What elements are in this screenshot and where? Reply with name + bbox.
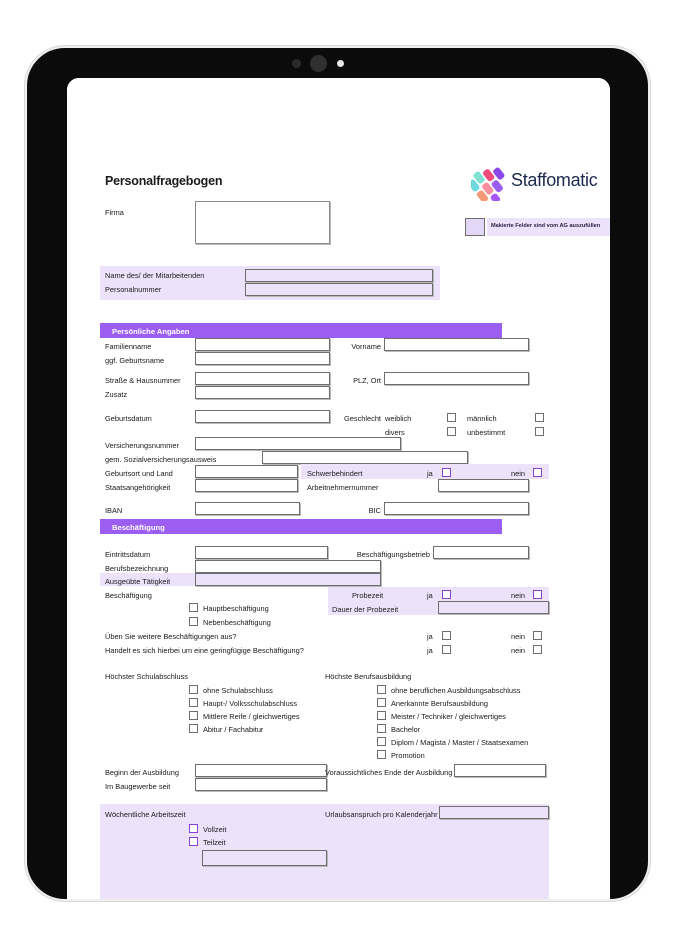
arbeitszeit-stunden-input[interactable] — [202, 850, 327, 866]
ausgeuebte-taetigkeit-label: Ausgeübte Tätigkeit — [105, 577, 171, 586]
berufsausbildung-option-2-label: Meister / Techniker / gleichwertiges — [391, 712, 506, 721]
beginn-ausbildung-label: Beginn der Ausbildung — [105, 768, 179, 777]
geringfuegige-beschaeftigung-question: Handelt es sich hierbei um eine geringfügige Beschäftigung? — [105, 646, 304, 655]
geringfuegige-ja-label: ja — [427, 646, 433, 655]
schulabschluss-option-3-label: Abitur / Fachabitur — [203, 725, 264, 734]
bic-label: BIC — [368, 506, 381, 515]
weitere-beschaeftigungen-question: Üben Sie weitere Beschäftigungen aus? — [105, 632, 237, 641]
schulabschluss-checkbox-2[interactable] — [189, 711, 198, 720]
zusatz-input[interactable] — [195, 386, 330, 399]
dauer-probezeit-input[interactable] — [438, 601, 549, 614]
gender-option-weiblich-label: weiblich — [385, 414, 412, 423]
mitarbeitender-name-label: Name des/ der Mitarbeitenden — [105, 271, 205, 280]
zusatz-label: Zusatz — [105, 390, 128, 399]
arbeitszeit-checkbox-teilzeit[interactable] — [189, 837, 198, 846]
beschaeftigungsbetrieb-label: Beschäftigungsbetrieb — [356, 550, 430, 559]
iban-label: IBAN — [105, 506, 123, 515]
weitere-beschaeftigungen-checkbox-nein[interactable] — [533, 631, 542, 640]
berufsbezeichnung-input[interactable] — [195, 560, 381, 573]
gender-option-unbestimmt-label: unbestimmt — [467, 428, 506, 437]
schulabschluss-option-1-label: Haupt-/ Volksschulabschluss — [203, 699, 298, 708]
beschaeftigung-option-haupt-label: Hauptbeschäftigung — [203, 604, 269, 613]
personalfragebogen-document — [67, 78, 610, 901]
vorname-input[interactable] — [384, 338, 529, 351]
section-title-employment: Beschäftigung — [112, 522, 165, 532]
schwerbehindert-checkbox-ja[interactable] — [442, 468, 451, 477]
beginn-ausbildung-input[interactable] — [195, 764, 327, 777]
schwerbehindert-checkbox-nein[interactable] — [533, 468, 542, 477]
weitere-beschaeftigungen-ja-label: ja — [427, 632, 433, 641]
beschaeftigung-checkbox-haupt[interactable] — [189, 603, 198, 612]
berufsausbildung-checkbox-4[interactable] — [377, 737, 386, 746]
schwerbehindert-ja-label: ja — [427, 469, 433, 478]
probezeit-ja-label: ja — [427, 591, 433, 600]
gender-checkbox-divers[interactable] — [447, 427, 456, 436]
ende-ausbildung-label: Voraussichtliches Ende der Ausbildung — [325, 768, 453, 777]
eintrittsdatum-input[interactable] — [195, 546, 328, 559]
legend-color-swatch — [465, 218, 485, 236]
light-sensor-dot-icon — [337, 60, 344, 67]
arbeitnehmernummer-input[interactable] — [438, 479, 529, 492]
berufsausbildung-checkbox-0[interactable] — [377, 685, 386, 694]
weitere-beschaeftigungen-nein-label: nein — [511, 632, 525, 641]
eintrittsdatum-label: Eintrittsdatum — [105, 550, 151, 559]
page-title: Personalfragebogen — [105, 174, 223, 188]
beschaeftigungsbetrieb-input[interactable] — [433, 546, 529, 559]
gender-checkbox-maennlich[interactable] — [535, 413, 544, 422]
legend-text: Makierte Felder sind vom AG auszufüllen — [491, 223, 601, 229]
weitere-beschaeftigungen-checkbox-ja[interactable] — [442, 631, 451, 640]
plz-ort-label: PLZ, Ort — [353, 376, 381, 385]
berufsausbildung-option-3-label: Bachelor — [391, 725, 421, 734]
geringfuegige-nein-label: nein — [511, 646, 525, 655]
device-sensor-bar — [27, 48, 650, 78]
personalnummer-label: Personalnummer — [105, 285, 162, 294]
probezeit-label: Probezeit — [352, 591, 384, 600]
beschaeftigung-option-neben-label: Nebenbeschäftigung — [203, 618, 271, 627]
berufsausbildung-option-1-label: Anerkannte Berufsausbildung — [391, 699, 488, 708]
arbeitszeit-option-teilzeit-label: Teilzeit — [203, 838, 226, 847]
staffomatic-logo-text: Staffomatic — [511, 170, 598, 190]
personalnummer-input[interactable] — [245, 283, 433, 296]
probezeit-checkbox-ja[interactable] — [442, 590, 451, 599]
geschlecht-label: Geschlecht — [344, 414, 381, 423]
berufsausbildung-option-4-label: Diplom / Magista / Master / Staatsexamen — [391, 738, 529, 747]
firma-label: Firma — [105, 208, 124, 217]
arbeitnehmernummer-label: Arbeitnehmernummer — [307, 483, 379, 492]
baugewerbe-label: Im Baugewerbe seit — [105, 782, 171, 791]
urlaubsanspruch-label: Urlaubsanspruch pro Kalenderjahr — [325, 810, 438, 819]
geburtsdatum-label: Geburtsdatum — [105, 414, 152, 423]
baugewerbe-input[interactable] — [195, 778, 327, 791]
dauer-probezeit-label: Dauer der Probezeit — [332, 605, 399, 614]
sozialversicherungsausweis-label: gem. Sozialversicherungsausweis — [105, 455, 217, 464]
arbeitszeit-checkbox-vollzeit[interactable] — [189, 824, 198, 833]
schwerbehindert-label: Schwerbehindert — [307, 469, 363, 478]
geburtsname-label: ggf. Geburtsname — [105, 356, 165, 365]
schulabschluss-option-2-label: Mittlere Reife / gleichwertiges — [203, 712, 300, 721]
schulabschluss-checkbox-3[interactable] — [189, 724, 198, 733]
berufsausbildung-checkbox-3[interactable] — [377, 724, 386, 733]
staffomatic-logo-mark-icon — [471, 165, 509, 201]
familienname-label: Familienname — [105, 342, 152, 351]
schulabschluss-checkbox-0[interactable] — [189, 685, 198, 694]
vorname-label: Vorname — [351, 342, 381, 351]
legend — [465, 217, 610, 237]
geringfuegige-checkbox-ja[interactable] — [442, 645, 451, 654]
staatsangehoerigkeit-input[interactable] — [195, 479, 298, 492]
gender-checkbox-unbestimmt[interactable] — [535, 427, 544, 436]
schwerbehindert-nein-label: nein — [511, 469, 525, 478]
iban-input[interactable] — [195, 502, 300, 515]
section-header-beschaeftigung — [100, 519, 502, 534]
arbeitszeit-label: Wöchentliche Arbeitszeit — [105, 810, 186, 819]
versicherungsnummer-input[interactable] — [195, 437, 401, 450]
berufsausbildung-option-0-label: ohne beruflichen Ausbildungsabschluss — [391, 686, 521, 695]
gender-option-divers-label: divers — [385, 428, 405, 437]
geburtsort-label: Geburtsort und Land — [105, 469, 173, 478]
tablet-screen — [67, 78, 610, 901]
urlaubsanspruch-input[interactable] — [439, 806, 549, 819]
sozialversicherungsausweis-input[interactable] — [262, 451, 468, 464]
schulabschluss-checkbox-1[interactable] — [189, 698, 198, 707]
firma-input[interactable] — [195, 201, 330, 244]
speaker-dot-icon — [310, 55, 327, 72]
strasse-label: Straße & Hausnummer — [105, 376, 181, 385]
schulabschluss-label: Höchster Schulabschluss — [105, 672, 188, 681]
plz-ort-input[interactable] — [384, 372, 529, 385]
tablet-device-frame — [25, 46, 650, 901]
employee-name-block — [100, 266, 440, 300]
geburtsname-input[interactable] — [195, 352, 330, 365]
ausgeuebte-taetigkeit-input[interactable] — [195, 573, 381, 586]
staffomatic-logo — [471, 165, 610, 205]
section-title-personal: Persönliche Angaben — [112, 326, 190, 336]
berufsausbildung-checkbox-1[interactable] — [377, 698, 386, 707]
arbeitszeit-option-vollzeit-label: Vollzeit — [203, 825, 227, 834]
beschaeftigung-checkbox-neben[interactable] — [189, 617, 198, 626]
schulabschluss-option-0-label: ohne Schulabschluss — [203, 686, 273, 695]
berufsausbildung-label: Höchste Berufsausbildung — [325, 672, 412, 681]
camera-dot-icon — [292, 59, 301, 68]
staatsangehoerigkeit-label: Staatsangehörigkeit — [105, 483, 171, 492]
geburtsort-input[interactable] — [195, 465, 298, 478]
probezeit-checkbox-nein[interactable] — [533, 590, 542, 599]
gender-option-maennlich-label: männlich — [467, 414, 497, 423]
berufsausbildung-checkbox-2[interactable] — [377, 711, 386, 720]
berufsbezeichnung-label: Berufsbezeichnung — [105, 564, 169, 573]
versicherungsnummer-label: Versicherungsnummer — [105, 441, 179, 450]
mitarbeitender-name-input[interactable] — [245, 269, 433, 282]
geringfuegige-checkbox-nein[interactable] — [533, 645, 542, 654]
gender-checkbox-weiblich[interactable] — [447, 413, 456, 422]
beschaeftigung-label: Beschäftigung — [105, 591, 152, 600]
ende-ausbildung-input[interactable] — [454, 764, 546, 777]
berufsausbildung-option-5-label: Promotion — [391, 751, 425, 760]
probezeit-nein-label: nein — [511, 591, 525, 600]
bic-input[interactable] — [384, 502, 529, 515]
section-header-persoenliche-angaben — [100, 323, 502, 338]
berufsausbildung-checkbox-5[interactable] — [377, 750, 386, 759]
